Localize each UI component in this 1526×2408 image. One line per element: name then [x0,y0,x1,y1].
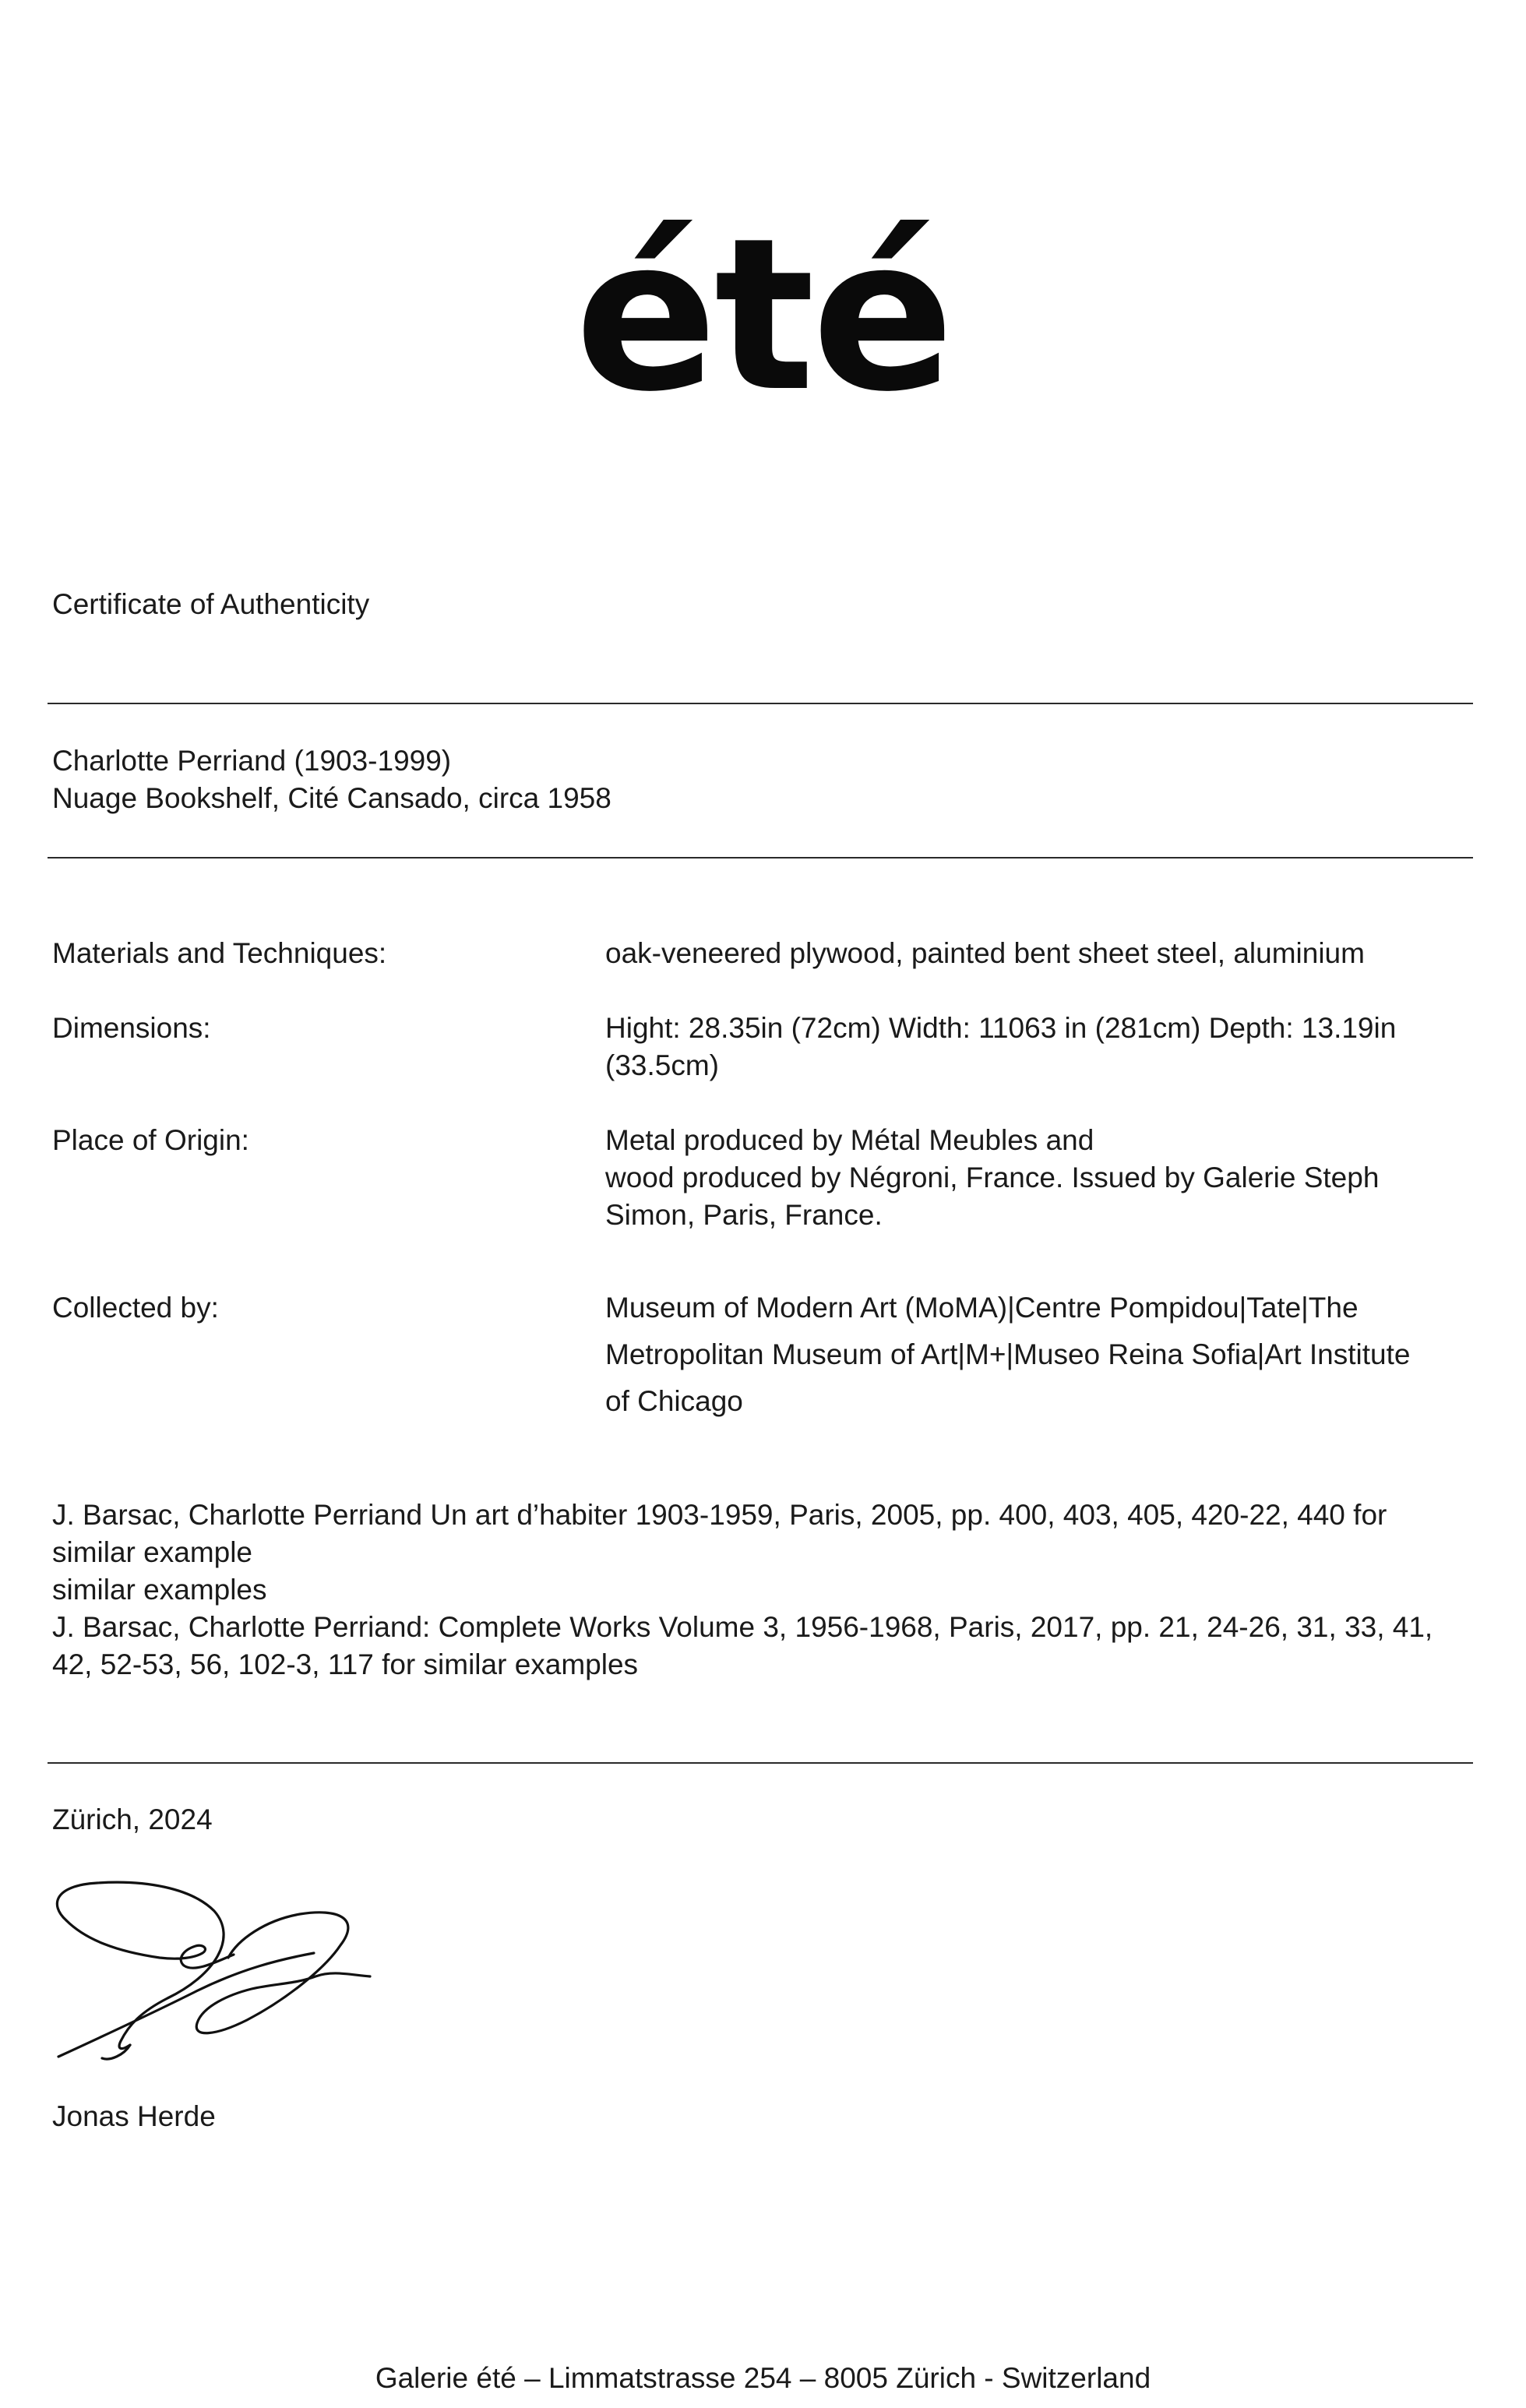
divider [48,1762,1473,1764]
origin-value-line: Simon, Paris, France. [605,1199,883,1231]
collected-value-line: Metropolitan Museum of Art|M+|Museo Reina Sofia|Art Institute [605,1338,1411,1370]
collected-value-line: Museum of Modern Art (MoMA)|Centre Pompidou|Tate|The [605,1292,1359,1324]
reference-line: J. Barsac, Charlotte Perriand Un art d’habiter 1903-1959, Paris, 2005, pp. 400, 403, 405, 420-22, 440 for [52,1499,1387,1531]
reference-line: J. Barsac, Charlotte Perriand: Complete Works Volume 3, 1956-1968, Paris, 2017, pp. 21, 24-26, 31, 33, 41, [52,1611,1433,1643]
footer-address: Galerie été – Limmatstrasse 254 – 8005 Zürich - Switzerland [375,2362,1151,2394]
origin-value-line: Metal produced by Métal Meubles and [605,1124,1094,1156]
dimensions-value [605,1010,1493,1084]
dimensions-value-line: Hight: 28.35in (72cm) Width: 11063 in (281cm) Depth: 13.19in [605,1012,1397,1044]
gallery-logo: été [574,192,952,438]
artwork-heading [52,742,611,817]
reference-line: similar examples [52,1574,267,1606]
reference-line: similar example [52,1536,253,1568]
materials-value: oak-veneered plywood, painted bent sheet steel, aluminium [605,937,1365,969]
origin-label: Place of Origin: [52,1124,249,1156]
dimensions-label: Dimensions: [52,1012,211,1044]
materials-label: Materials and Techniques: [52,937,387,969]
origin-value-line: wood produced by Négroni, France. Issued by Galerie Steph [605,1162,1380,1193]
reference-line: 42, 52-53, 56, 102-3, 117 for similar examples [52,1648,639,1680]
signer-name: Jonas Herde [52,2100,216,2132]
dimensions-value-line: (33.5cm) [605,1049,719,1081]
signature-image [43,1866,386,2068]
collected-value-line: of Chicago [605,1385,743,1417]
artist-name: Charlotte Perriand (1903-1999) [52,745,452,777]
collected-value [605,1285,1493,1425]
references-block [52,1497,1454,1683]
divider [48,857,1473,858]
place-and-date: Zürich, 2024 [52,1803,213,1835]
certificate-title: Certificate of Authenticity [52,588,370,620]
artwork-title: Nuage Bookshelf, Cité Cansado, circa 1958 [52,782,611,814]
divider [48,703,1473,704]
collected-label: Collected by: [52,1292,219,1324]
origin-value [605,1122,1493,1234]
